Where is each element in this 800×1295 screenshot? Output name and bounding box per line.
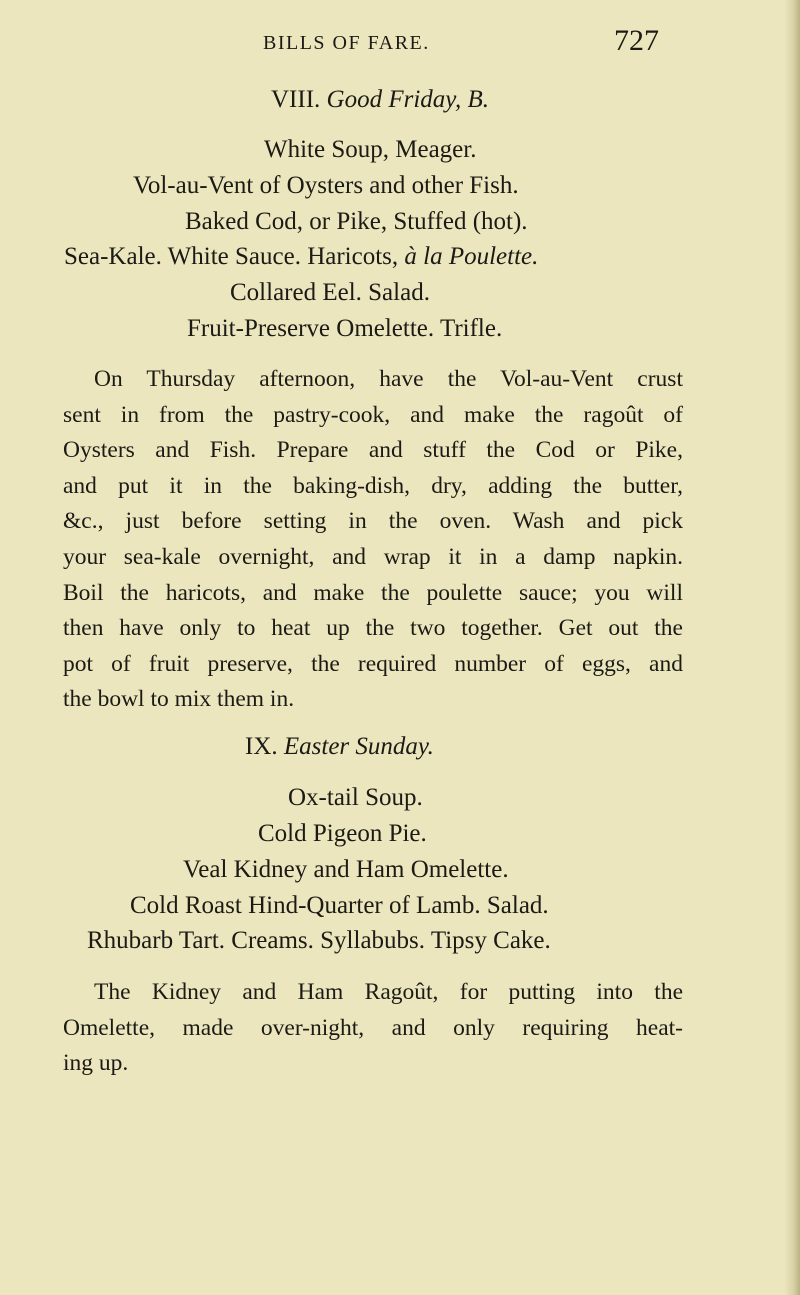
- paragraph-line: then have only to heat up the two together. Get out the: [63, 615, 683, 642]
- paragraph-line: ing up.: [63, 1050, 129, 1077]
- page-number: 727: [614, 24, 659, 57]
- menu-line: Rhubarb Tart. Creams. Syllabubs. Tipsy Cake.: [87, 927, 551, 954]
- page-edge-shadow: [784, 0, 800, 1295]
- paragraph-line: Boil the haricots, and make the poulette sauce; you will: [63, 579, 683, 606]
- menu-line-text: Sea-Kale. White Sauce. Haricots,: [64, 243, 405, 270]
- paragraph-line: The Kidney and Ham Ragoût, for putting into the: [94, 979, 683, 1005]
- menu-line: Vol-au-Vent of Oysters and other Fish.: [133, 172, 519, 199]
- paragraph-line: and put it in the baking-dish, dry, adding the butter,: [63, 472, 683, 499]
- menu-line: Collared Eel. Salad.: [230, 279, 430, 306]
- menu-line: Cold Roast Hind-Quarter of Lamb. Salad.: [130, 892, 549, 919]
- section-viii-title: Good Friday, B.: [326, 86, 490, 113]
- section-viii-heading: [271, 86, 489, 114]
- section-ix-number: IX.: [245, 733, 278, 760]
- section-viii-number: VIII.: [271, 86, 321, 113]
- menu-line: [64, 244, 538, 269]
- paragraph-line: &c., just before setting in the oven. Wash and pick: [63, 508, 683, 535]
- paragraph-line: the bowl to mix them in.: [63, 686, 295, 713]
- menu-line: Veal Kidney and Ham Omelette.: [183, 856, 509, 883]
- paragraph-line: Omelette, made over-night, and only requiring heat-: [63, 1014, 683, 1041]
- section-ix-instructions: [63, 975, 683, 1082]
- running-title: BILLS OF FARE.: [263, 32, 430, 54]
- menu-line: Ox-tail Soup.: [288, 784, 423, 811]
- section-ix-title: Easter Sunday.: [283, 733, 434, 760]
- menu-line: Baked Cod, or Pike, Stuffed (hot).: [185, 208, 528, 235]
- menu-line: Cold Pigeon Pie.: [258, 820, 427, 847]
- menu-line-italic: à la Poulette.: [404, 243, 539, 270]
- menu-line: Fruit-Preserve Omelette. Trifle.: [187, 315, 503, 342]
- paragraph-line: Oysters and Fish. Prepare and stuff the Cod or Pike,: [63, 437, 683, 464]
- section-viii-instructions: [63, 362, 683, 718]
- paragraph-line: sent in from the pastry-cook, and make the ragoût of: [63, 401, 683, 428]
- menu-line: White Soup, Meager.: [264, 136, 477, 163]
- running-head: [0, 24, 800, 64]
- section-ix-heading: [245, 733, 434, 761]
- paragraph-line: On Thursday afternoon, have the Vol-au-Vent crust: [94, 366, 683, 392]
- paragraph-line: your sea-kale overnight, and wrap it in a damp napkin.: [63, 543, 683, 570]
- paragraph-line: pot of fruit preserve, the required number of eggs, and: [63, 650, 683, 677]
